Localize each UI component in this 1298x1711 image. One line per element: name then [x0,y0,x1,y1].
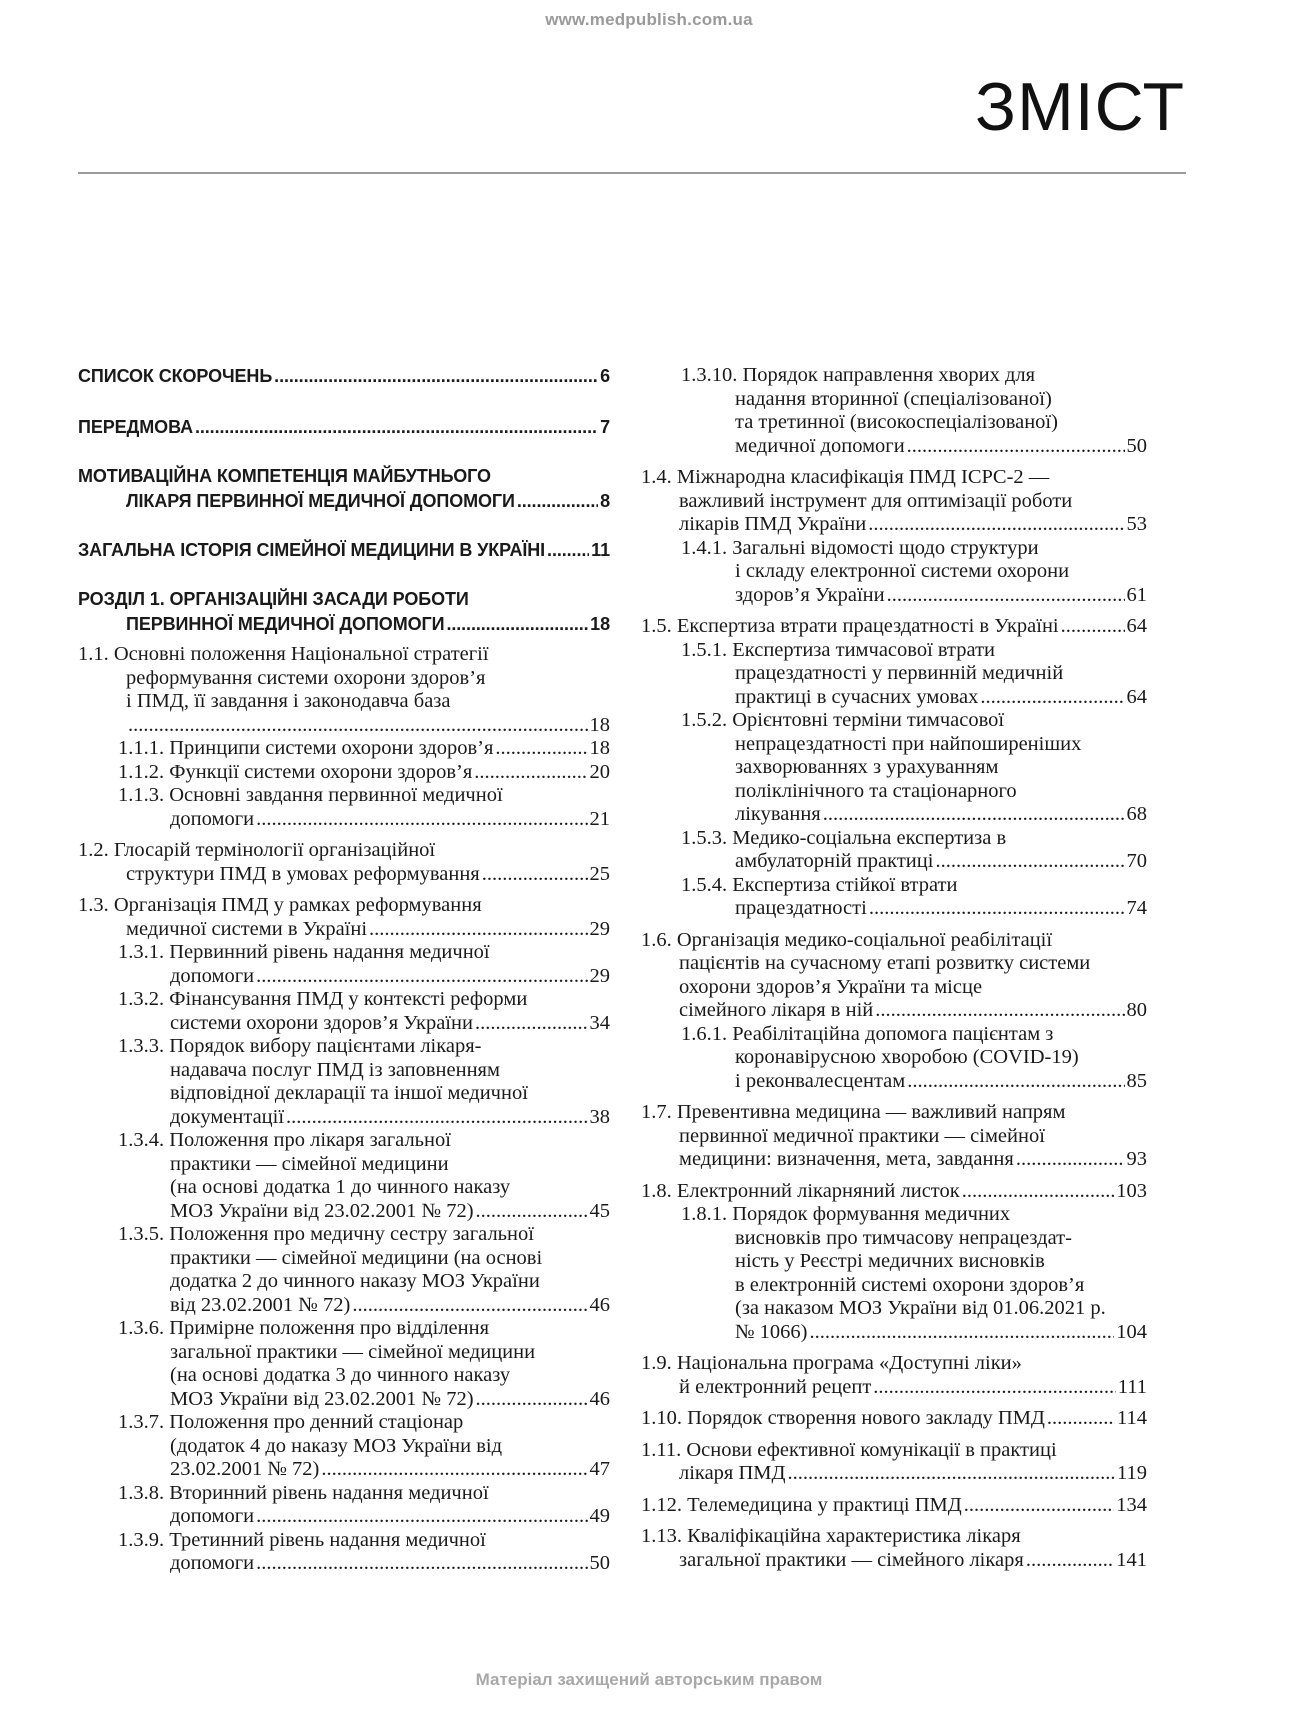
toc-entry-leader-line [641,1462,1147,1486]
dot-leader [962,1180,1115,1204]
toc-entry-line: поліклінічного та стаціонарного [735,779,1017,802]
toc-entry-1-1-1[interactable] [78,737,610,761]
dot-leader [256,1505,587,1529]
toc-entry-line: 1.3.7. Положення про денний стаціонар [118,1411,464,1433]
toc-entry-title: МОЗ України від 23.02.2001 № 72) [170,1199,474,1222]
toc-entry-title: ПЕРЕДМОВА [78,417,193,437]
toc-entry-1-3-8[interactable] [78,1482,610,1529]
toc-entry-title: й електронний рецепт [679,1375,872,1398]
toc-entry-line: практики — сімейної медицини [170,1152,449,1175]
dot-leader [964,1494,1114,1518]
toc-entry-1-3-7[interactable] [78,1411,610,1482]
toc-entry-line: 1.3.2. Фінансування ПМД у контексті реформи [118,988,528,1010]
toc-entry-title: загальної практики — сімейного лікаря [679,1548,1024,1571]
toc-entry-leader-line [641,1549,1147,1573]
toc-entry-page-number: 18 [589,713,610,736]
toc-entry-title: СПИСОК СКОРОЧЕНЬ [78,366,273,386]
toc-entry-line: 1.3. Організація ПМД у рамках реформування [78,894,482,916]
toc-entry-page-number: 80 [1126,999,1147,1021]
toc-entry-line: надання вторинної (спеціалізованої) [735,387,1052,410]
toc-entry-1-5-1[interactable] [641,639,1147,710]
toc-entry-leader-line [681,803,1147,827]
dot-leader [475,1012,588,1036]
toc-entry-leader-line [78,538,610,563]
toc-entry-abbr[interactable] [78,364,610,389]
toc-entry-line: (додаток 4 до наказу МОЗ України від [170,1434,502,1457]
toc-entry-title: ПЕРВИННОЇ МЕДИЧНОЇ ДОПОМОГИ [126,614,445,634]
toc-entry-leader-line [681,686,1147,710]
dot-leader [907,435,1125,459]
toc-entry-page-number: 38 [589,1105,610,1128]
toc-entry-1-1[interactable] [78,643,610,737]
toc-entry-leader-line [78,918,610,942]
toc-entry-line: 1.3.4. Положення про лікаря загальної [118,1129,451,1151]
toc-entry-1-6-1[interactable] [641,1023,1147,1094]
toc-entry-title: 1.10. Порядок створення нового закладу ПМД [641,1407,1045,1429]
page-title: ЗМІСТ [975,69,1185,145]
dot-leader [788,1462,1116,1486]
toc-entry-line: важливий інструмент для оптимізації роботи [679,489,1073,512]
toc-entry-page-number: 74 [1126,897,1147,919]
toc-entry-leader-line [118,1294,610,1318]
toc-entry-page-number: 46 [589,1387,610,1410]
toc-entry-1-3-10[interactable] [641,364,1147,458]
toc-entry-page-number: 68 [1126,803,1147,825]
toc-entry-1-10[interactable] [641,1407,1147,1431]
toc-entry-leader-line [118,808,610,832]
toc-entry-leader-line [681,1321,1147,1345]
dot-leader [474,761,587,785]
toc-entry-line: 1.3.10. Порядок направлення хворих для [681,364,1036,386]
toc-entry-page-number: 11 [591,540,610,560]
toc-entry-line: в електронній системі охорони здоров’я [735,1273,1085,1296]
toc-entry-page-number: 25 [589,862,610,885]
toc-entry-page-number: 111 [1117,1375,1147,1398]
toc-entry-line: 1.11. Основи ефективної комунікації в практиці [641,1438,1057,1461]
toc-entry-page-number: 103 [1116,1179,1147,1202]
toc-entry-line: ність у Реєстрі медичних висновків [735,1250,1045,1272]
toc-entry-1-4[interactable] [641,466,1147,537]
toc-entry-line: працездатності у первинній медичній [735,662,1064,684]
toc-entry-line: 1.5.4. Експертиза стійкої втрати [681,873,958,896]
toc-entry-page-number: 50 [589,1552,610,1574]
toc-entry-title: структури ПМД в умовах реформування [126,862,480,885]
toc-entry-title: лікарів ПМД України [679,513,867,535]
toc-entry-title: працездатності [735,897,867,919]
toc-entry-leader-line [641,999,1147,1023]
toc-entry-title: допомоги [170,1552,255,1574]
toc-entry-line: 1.6.1. Реабілітаційна допомога пацієнтам з [681,1022,1054,1045]
toc-entry-page-number: 119 [1117,1462,1147,1484]
toc-entry-page-number: 29 [589,964,610,987]
toc-entry-page-number: 64 [1126,615,1147,637]
toc-entry-page-number: 8 [600,491,610,511]
toc-entry-title: 1.8. Електронний лікарняний листок [641,1179,960,1202]
toc-entry-title: документації [170,1105,285,1128]
toc-entry-leader-line [118,1458,610,1482]
toc-entry-line: 1.1.3. Основні завдання первинної медичної [118,784,503,806]
toc-entry-leader-line [118,761,610,785]
toc-entry-title: сімейного лікаря в ній [679,999,874,1021]
dot-leader [980,686,1124,710]
toc-entry-page-number: 49 [589,1505,610,1527]
toc-entry-1-3-2[interactable] [78,988,610,1035]
dot-leader [1026,1549,1114,1573]
toc-entry-leader-line [118,965,610,989]
toc-entry-1-3-4[interactable] [78,1129,610,1223]
toc-entry-leader-line [641,1407,1147,1431]
dot-leader [823,803,1125,827]
toc-entry-line: надавача послуг ПМД із заповненням [170,1058,500,1081]
toc-entry-leader-line [118,1388,610,1412]
dot-leader [935,850,1124,874]
dot-leader [495,737,587,761]
toc-entry-1-13[interactable] [641,1525,1147,1572]
toc-entry-page-number: 104 [1116,1320,1147,1343]
toc-entry-page-number: 141 [1116,1548,1147,1571]
toc-entry-leader-line [641,1180,1147,1204]
dot-leader [321,1458,587,1482]
dot-leader [1016,1148,1125,1172]
dot-leader [873,1376,1115,1400]
dot-leader [286,1106,587,1130]
toc-entry-leader-line [641,615,1147,639]
toc-entry-leader-line [78,714,610,738]
toc-entry-line: 1.5.1. Експертиза тимчасової втрати [681,638,996,661]
dot-leader [869,897,1125,921]
toc-entry-line: реформування системи охорони здоров’я [126,666,486,689]
toc-entry-line: захворюваннях з урахуванням [735,756,999,778]
toc-entry-page-number: 64 [1126,685,1147,708]
toc-entry-leader-line [78,489,610,514]
toc-entry-title: системи охорони здоров’я України [170,1011,473,1034]
toc-entry-leader-line [78,364,610,389]
toc-entry-title: і реконвалесцентам [735,1069,906,1092]
toc-entry-page-number: 47 [589,1458,610,1480]
toc-entry-title: № 1066) [735,1320,808,1343]
toc-entry-title: амбулаторній практиці [735,850,934,872]
toc-entry-title: 1.1.1. Принципи системи охорони здоров’я [118,737,494,759]
toc-entry-leader-line [118,1505,610,1529]
toc-left-column [78,364,610,1576]
toc-entry-leader-line [681,435,1147,459]
toc-entry-1-1-3[interactable] [78,784,610,831]
toc-entry-page-number: 7 [600,417,610,437]
toc-entry-title: медичної системи в Україні [126,917,368,940]
toc-entry-leader-line [118,1552,610,1576]
toc-entry-line: РОЗДІЛ 1. ОРГАНІЗАЦІЙНІ ЗАСАДИ РОБОТИ [78,589,469,609]
dot-leader [195,415,598,440]
toc-entry-page-number: 70 [1126,850,1147,872]
toc-entry-line: 1.7. Превентивна медицина — важливий напрям [641,1101,1066,1123]
toc-entry-line: практики — сімейної медицини (на основі [170,1246,543,1269]
toc-entry-leader-line [78,863,610,887]
toc-entry-1-3-1[interactable] [78,941,610,988]
toc-entry-title: медицини: визначення, мета, завдання [679,1148,1014,1170]
toc-entry-title: здоров’я України [735,583,885,606]
dot-leader [547,538,589,563]
toc-entry-title: практиці в сучасних умовах [735,685,979,708]
toc-entry-title: ЗАГАЛЬНА ІСТОРІЯ СІМЕЙНОЇ МЕДИЦИНИ В УКРАЇНІ [78,540,546,560]
toc-entry-1-7[interactable] [641,1101,1147,1172]
toc-entry-line: 1.2. Глосарій термінології організаційної [78,839,436,861]
toc-entry-line: і ПМД, її завдання і законодавча база [126,690,451,712]
toc-entry-leader-line [641,1148,1147,1172]
copyright-footer: Матеріал захищений авторським правом [475,1670,823,1689]
toc-entry-line: відповідної декларації та іншої медичної [170,1082,528,1104]
toc-entry-line: 1.13. Кваліфікаційна характеристика лікаря [641,1525,1021,1547]
toc-entry-1-1-2[interactable] [78,761,610,785]
toc-entry-leader-line [78,612,610,637]
toc-entry-page-number: 114 [1117,1407,1147,1429]
toc-entry-1-9[interactable] [641,1352,1147,1399]
toc-entry-line: МОТИВАЦІЙНА КОМПЕТЕНЦІЯ МАЙБУТНЬОГО [78,466,491,486]
toc-entry-title: 1.1.2. Функції системи охорони здоров’я [118,760,473,783]
toc-entry-leader-line [681,584,1147,608]
dot-leader [446,612,588,637]
dot-leader [907,1070,1124,1094]
toc-entry-line: та третинної (високоспеціалізованої) [735,411,1058,433]
toc-entry-1-3[interactable] [78,894,610,941]
toc-entry-title: медичної допомоги [735,434,905,457]
toc-entry-line: 1.3.5. Положення про медичну сестру загальної [118,1223,534,1245]
toc-entry-1-6[interactable] [641,929,1147,1023]
toc-entry-1-8-1[interactable] [641,1203,1147,1344]
toc-entry-page-number: 46 [589,1293,610,1316]
dot-leader [274,364,598,389]
toc-entry-title: МОЗ України від 23.02.2001 № 72) [170,1387,474,1410]
toc-entry-line: 1.3.9. Третинний рівень надання медичної [118,1528,486,1551]
toc-entry-1-3-9[interactable] [78,1529,610,1576]
dot-leader [1061,615,1125,639]
toc-entry-line: (на основі додатка 1 до чинного наказу [170,1176,511,1198]
toc-entry-line: коронавірусною хворобою (COVID-19) [735,1046,1079,1068]
toc-entry-line: 1.3.6. Примірне положення про відділення [118,1317,490,1339]
toc-entry-leader-line [118,1012,610,1036]
toc-entry-title: допомоги [170,807,255,830]
dot-leader [517,489,598,514]
toc-entry-title: лікування [735,803,821,825]
toc-entry-page-number: 34 [589,1011,610,1034]
toc-entry-page-number: 93 [1126,1148,1147,1170]
toc-entry-line: 1.5.2. Орієнтовні терміни тимчасової [681,709,1005,731]
toc-entry-page-number: 50 [1126,434,1147,457]
toc-entry-leader-line [78,415,610,440]
toc-entry-page-number: 45 [589,1199,610,1222]
toc-entry-1-5[interactable] [641,615,1147,639]
toc-entry-1-3-3[interactable] [78,1035,610,1129]
toc-entry-page-number: 29 [589,917,610,940]
toc-entry-leader-line [118,1106,610,1130]
toc-entry-page-number: 21 [589,807,610,830]
toc-entry-line: і складу електронної системи охорони [735,560,1070,582]
toc-entry-leader-line [681,897,1147,921]
toc-entry-line: 1.1. Основні положення Національної стратегії [78,643,489,665]
dot-leader [482,863,588,887]
toc-entry-page-number: 18 [589,737,610,759]
toc-entry-1-3-5[interactable] [78,1223,610,1317]
toc-entry-page-number: 85 [1126,1069,1147,1092]
toc-entry-leader-line [641,513,1147,537]
toc-entry-leader-line [681,850,1147,874]
toc-entry-line: 1.6. Організація медико-соціальної реабілітації [641,928,1053,951]
toc-entry-1-5-3[interactable] [641,827,1147,874]
toc-entry-line: охорони здоров’я України та місце [679,975,983,998]
toc-entry-line: 1.3.3. Порядок вибору пацієнтами лікаря- [118,1035,482,1057]
toc-entry-page-number: 18 [590,614,610,634]
toc-entry-line: 1.3.8. Вторинний рівень надання медичної [118,1481,489,1504]
dot-leader [128,714,588,738]
dot-leader [352,1294,587,1318]
site-url: www.medpublish.com.ua [545,10,753,29]
toc-entry-line: непрацездатності при найпоширеніших [735,732,1082,755]
toc-entry-motivation[interactable] [78,464,610,514]
toc-entry-page-number: 61 [1126,583,1147,606]
toc-entry-line: 1.9. Національна програма «Доступні ліки» [641,1352,1022,1374]
toc-entry-title: допомоги [170,1505,255,1527]
toc-entry-page-number: 53 [1126,513,1147,535]
dot-leader [868,513,1124,537]
title-divider [78,172,1186,174]
toc-entry-title: від 23.02.2001 № 72) [170,1293,351,1316]
toc-entry-title: допомоги [170,964,255,987]
toc-entry-line: (за наказом МОЗ України від 01.06.2021 р. [735,1297,1106,1319]
toc-entry-1-5-4[interactable] [641,874,1147,921]
dot-leader [369,918,587,942]
toc-entry-preface[interactable] [78,415,610,440]
toc-entry-title: 1.5. Експертиза втрати працездатності в Україні [641,615,1059,637]
toc-entry-title: лікаря ПМД [679,1462,786,1484]
toc-entry-line: (на основі додатка 3 до чинного наказу [170,1364,511,1386]
dot-leader [256,808,587,832]
toc-entry-1-11[interactable] [641,1439,1147,1486]
toc-entry-leader-line [641,1376,1147,1400]
toc-entry-line: 1.8.1. Порядок формування медичних [681,1203,1011,1225]
toc-entry-line: 1.4. Міжнародна класифікація ПМД ICPC-2 — [641,466,1050,488]
toc-entry-1-4-1[interactable] [641,537,1147,608]
toc-entry-leader-line [118,737,610,761]
toc-entry-leader-line [641,1494,1147,1518]
toc-entry-history[interactable] [78,538,610,563]
dot-leader [256,1552,587,1576]
toc-entry-line: первинної медичної практики — сімейної [679,1124,1045,1147]
toc-entry-1-3-6[interactable] [78,1317,610,1411]
dot-leader [476,1200,588,1224]
toc-right-column [641,364,1147,1572]
toc-entry-line: загальної практики — сімейної медицини [170,1340,536,1363]
toc-entry-line: пацієнтів на сучасному етапі розвитку системи [679,952,1091,974]
toc-entry-page-number: 134 [1116,1493,1147,1516]
toc-entry-line: додатка 2 до чинного наказу МОЗ України [170,1270,540,1292]
toc-entry-title: 23.02.2001 № 72) [170,1458,320,1480]
dot-leader [256,965,587,989]
toc-entry-1-5-2[interactable] [641,709,1147,827]
dot-leader [1047,1407,1115,1431]
toc-entry-page-number: 6 [600,366,610,386]
dot-leader [875,999,1124,1023]
toc-entry-line: висновків про тимчасову непрацездат- [735,1226,1072,1249]
dot-leader [810,1321,1115,1345]
toc-entry-section1[interactable] [78,587,610,637]
toc-entry-title: ЛІКАРЯ ПЕРВИННОЇ МЕДИЧНОЇ ДОПОМОГИ [126,491,515,511]
toc-entry-leader-line [118,1200,610,1224]
toc-entry-line: 1.3.1. Первинний рівень надання медичної [118,941,490,963]
toc-entry-1-2[interactable] [78,839,610,886]
toc-entry-title: 1.12. Телемедицина у практиці ПМД [641,1493,962,1516]
toc-entry-1-8[interactable] [641,1180,1147,1204]
toc-entry-line: 1.5.3. Медико-соціальна експертиза в [681,826,1007,849]
dot-leader [887,584,1125,608]
toc-entry-leader-line [681,1070,1147,1094]
toc-entry-page-number: 20 [589,760,610,783]
toc-entry-1-12[interactable] [641,1494,1147,1518]
dot-leader [476,1388,588,1412]
toc-entry-line: 1.4.1. Загальні відомості щодо структури [681,536,1039,559]
